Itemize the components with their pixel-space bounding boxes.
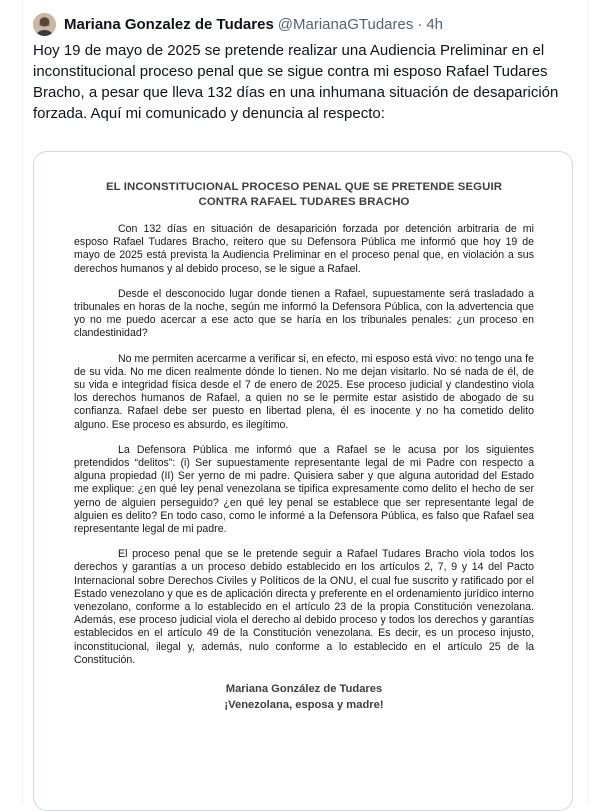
document-paragraph-4: La Defensora Pública me informó que a Rafael se le acusa por los siguientes pretendidos “delitos”: (i) Ser supuestamente representante legal de mi Padre con respecto a alguna propiedad (II) Ser yerno de mi padre. Quisiera saber y que alguna autoridad del Estado me explique: ¿en qué ley penal venezolana se tipifica expresamente como delito el hecho de ser yerno de alguien perseguido? ¿en qué ley penal se establece que ser representante legal de alguien es delito? En todo caso, como le informé a la Defensora Pública, es falso que Rafael sea representante legal de mi padre.	[74, 443, 534, 536]
document-paragraph-1: Con 132 días en situación de desaparición forzada por detención arbitraria de mi esposo Rafael Tudares Bracho, reitero que su Defensora Pública me informó que hoy 19 de mayo de 2025 está prevista la Audiencia Preliminar en el proceso penal que, en violación a sus derechos humanos y al debido proceso, se le sigue a Rafael.	[74, 223, 534, 275]
document-title	[74, 180, 534, 210]
document-paragraph-5: El proceso penal que se le pretende seguir a Rafael Tudares Bracho viola todos los derechos y garantías a un proceso debido establecido en los artículos 2, 7, 9 y 14 del Pacto Internacional sobre Derechos Civiles y Políticos de la ONU, el cual fue suscrito y ratificado por el Estado venezolano y que es de aplicación directa y preferente en el ordenamiento jurídico interno venezolano, conforme a lo establecido en el artículo 23 de la propia Constitución venezolana. Además, ese proceso judicial viola el derecho al debido proceso y todos los derechos y garantías establecidos en el artículo 49 de la Constitución venezolana. Es decir, es un proceso injusto, inconstitucional, ilegal y, además, nulo conforme a lo establecido en el artículo 25 de la Constitución.	[74, 548, 534, 666]
tweet-header	[64, 13, 443, 35]
avatar[interactable]	[33, 13, 56, 36]
document-page	[74, 180, 534, 713]
display-name[interactable]: Mariana Gonzalez de Tudares	[64, 15, 274, 33]
document-signature	[74, 681, 534, 713]
header-separator: ·	[417, 15, 423, 33]
tweet-timestamp[interactable]: 4h	[426, 15, 444, 33]
document-paragraph-2: Desde el desconocido lugar donde tienen a Rafael, supuestamente será trasladado a tribunales en horas de la noche, según me informó la Defensora Pública, con la advertencia que yo no me puedo acercar a ese acto que se haría en los tribunales penales: ¿un proceso en clandestinidad?	[74, 287, 534, 340]
document-paragraph-3: No me permiten acercarme a verificar si, en efecto, mi esposo está vivo: no tengo una fe de su vida. No me dicen realmente dónde lo tienen. No me dejan visitarlo. No sé nada de él, de su vida e integridad física desde el 7 de enero de 2025. Ese proceso judicial y clandestino viola los derechos humanos de Rafael, a quien no se le permite estar asistido de abogado de su confianza. Rafael debe ser puesto en libertad plena, él es inocente y no ha cometido delito alguno. Ese proceso es absurdo, es ilegítimo.	[74, 352, 534, 431]
user-handle[interactable]: @MarianaGTudares	[277, 15, 414, 33]
avatar-photo-icon	[33, 13, 56, 36]
document-title-line-1: EL INCONSTITUCIONAL PROCESO PENAL QUE SE PRETENDE SEGUIR	[105, 181, 503, 193]
signature-name: Mariana González de Tudares	[225, 683, 383, 696]
signature-tagline: ¡Venezolana, esposa y madre!	[224, 699, 384, 712]
tweet-media-image[interactable]	[33, 151, 573, 811]
tweet-text: Hoy 19 de mayo de 2025 se pretende realizar una Audiencia Preliminar en el inconstitucional proceso penal que se sigue contra mi esposo Rafael Tudares Bracho, a pesar que lleva 132 días en una inhumana situación de desaparición forzada. Aquí mi comunicado y denuncia al respecto:	[33, 42, 559, 122]
document-title-line-2: CONTRA RAFAEL TUDARES BRACHO	[198, 196, 410, 208]
